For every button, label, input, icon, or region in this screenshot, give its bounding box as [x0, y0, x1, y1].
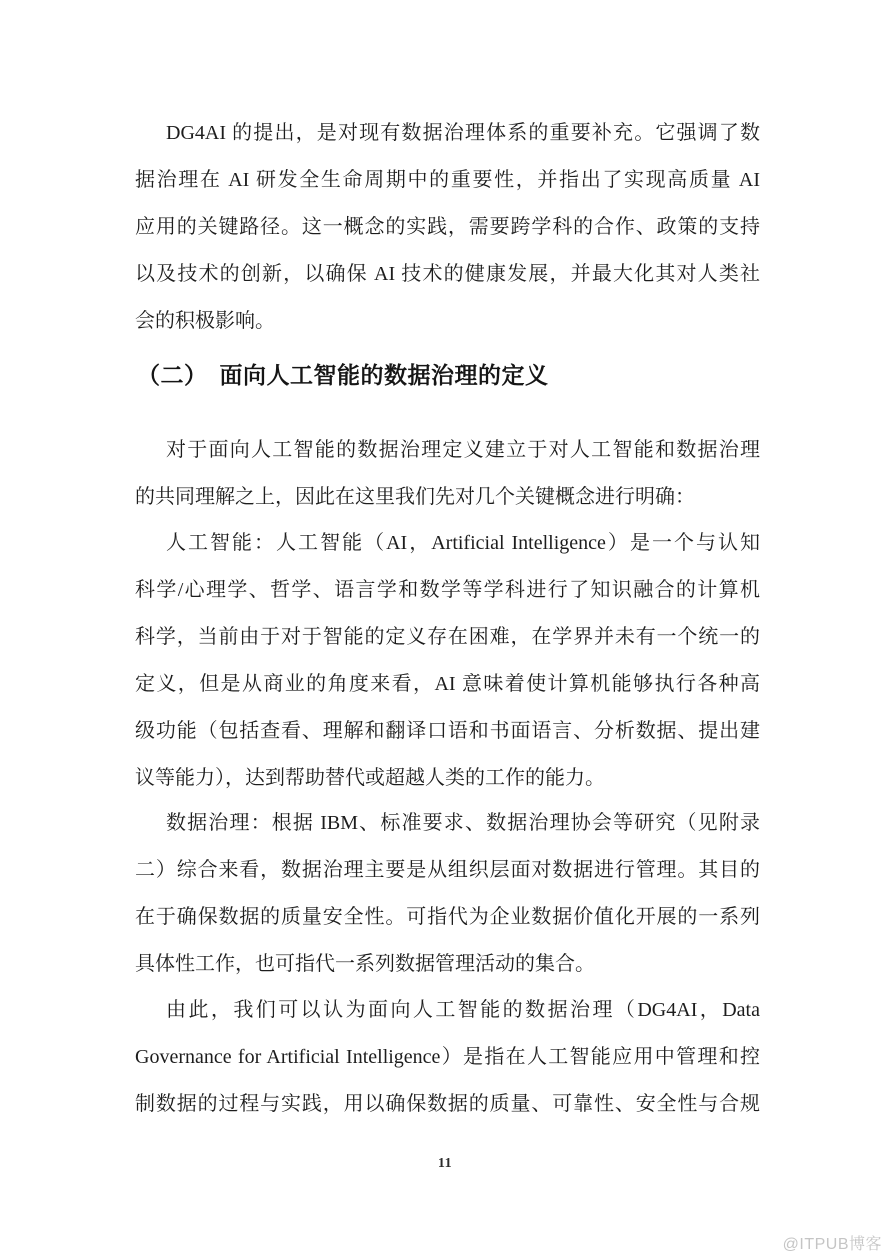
paragraph	[135, 110, 760, 345]
text-line: 科学/心理学、哲学、语言学和数学等学科进行了知识融合的计算机	[135, 579, 760, 601]
text-line: 应用的关键路径。这一概念的实践，需要跨学科的合作、政策的支持	[135, 216, 760, 238]
paragraph	[135, 427, 760, 521]
text-line: 级功能（包括查看、理解和翻译口语和书面语言、分析数据、提出建	[135, 720, 760, 742]
paragraph	[135, 987, 760, 1128]
text-line: DG4AI 的提出，是对现有数据治理体系的重要补充。它强调了数	[166, 122, 760, 144]
text-line: 二）综合来看，数据治理主要是从组织层面对数据进行管理。其目的	[135, 859, 760, 881]
section-heading: （二） 面向人工智能的数据治理的定义	[137, 363, 549, 388]
text-line: 制数据的过程与实践，用以确保数据的质量、可靠性、安全性与合规	[135, 1093, 760, 1115]
text-line: 的共同理解之上，因此在这里我们先对几个关键概念进行明确：	[135, 486, 695, 508]
paragraph	[135, 520, 760, 802]
text-line: 具体性工作，也可指代一系列数据管理活动的集合。	[135, 953, 595, 975]
text-line: 以及技术的创新，以确保 AI 技术的健康发展，并最大化其对人类社	[135, 263, 760, 285]
text-line: 会的积极影响。	[135, 310, 275, 332]
watermark: @ITPUB博客	[782, 1236, 882, 1253]
page-number: 11	[437, 1156, 453, 1171]
text-line: 人工智能：人工智能（AI，Artificial Intelligence）是一个与认知	[166, 532, 760, 554]
text-line: 定义，但是从商业的角度来看，AI 意味着使计算机能够执行各种高	[135, 673, 760, 695]
text-line: 对于面向人工智能的数据治理定义建立于对人工智能和数据治理	[166, 439, 760, 461]
text-line: 据治理在 AI 研发全生命周期中的重要性，并指出了实现高质量 AI	[135, 169, 760, 191]
paragraph	[135, 800, 760, 988]
text-line: 议等能力），达到帮助替代或超越人类的工作的能力。	[135, 767, 605, 789]
text-line: Governance for Artificial Intelligence）是指在人工智能应用中管理和控	[135, 1046, 760, 1068]
text-line: 科学，当前由于对于智能的定义存在困难，在学界并未有一个统一的	[135, 626, 760, 648]
text-line: 由此，我们可以认为面向人工智能的数据治理（DG4AI，Data	[166, 999, 760, 1021]
text-line: 在于确保数据的质量安全性。可指代为企业数据价值化开展的一系列	[135, 906, 760, 928]
text-line: 数据治理：根据 IBM、标准要求、数据治理协会等研究（见附录	[166, 812, 760, 834]
